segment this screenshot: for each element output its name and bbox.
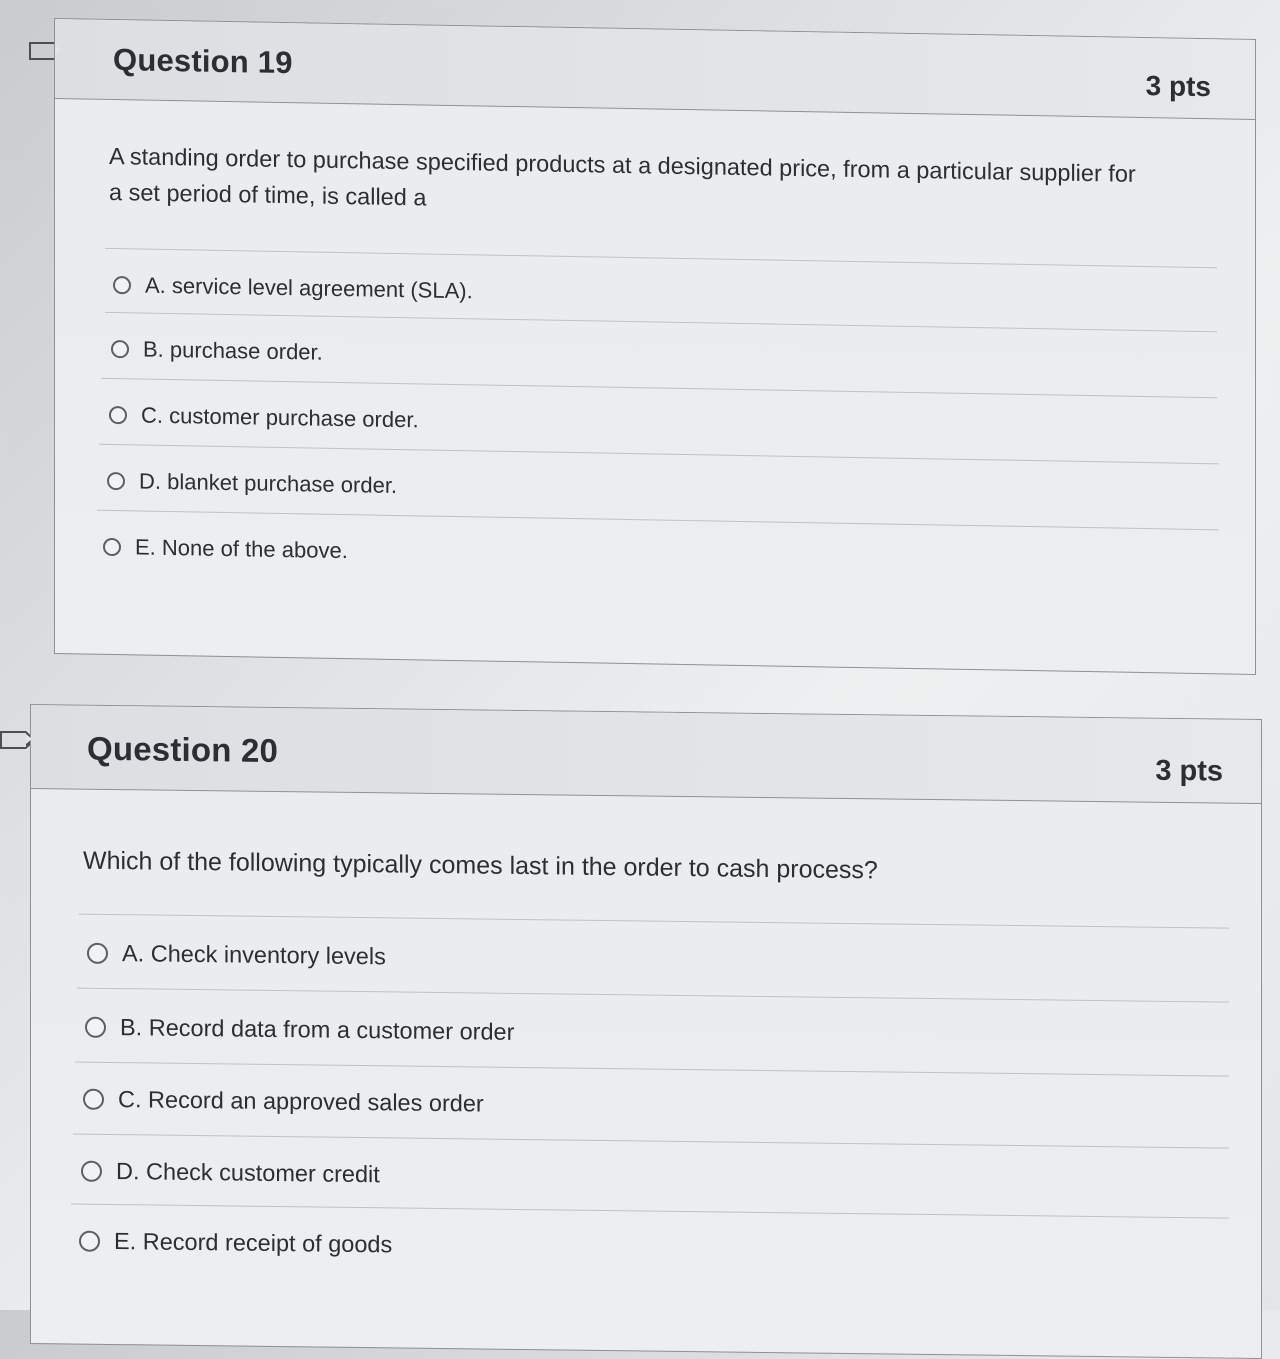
- answer-label: B. Record data from a customer order: [120, 1014, 515, 1045]
- answer-option-a[interactable]: [87, 940, 386, 971]
- radio-button[interactable]: [107, 472, 125, 490]
- answer-divider: [105, 248, 1217, 268]
- answer-option-c[interactable]: [83, 1086, 484, 1118]
- question-20-card: [30, 704, 1262, 1359]
- answer-label: B. purchase order.: [143, 336, 323, 365]
- question-header: [55, 19, 1255, 120]
- radio-button[interactable]: [83, 1089, 104, 1110]
- answer-label: A. service level agreement (SLA).: [145, 272, 473, 304]
- question-title: Question 19: [113, 42, 293, 81]
- answer-divider: [99, 444, 1219, 465]
- question-19-card: [54, 18, 1256, 675]
- radio-button[interactable]: [109, 406, 127, 424]
- answer-divider: [71, 1204, 1229, 1219]
- answer-divider: [75, 1062, 1229, 1077]
- question-points: 3 pts: [1155, 754, 1223, 788]
- radio-button[interactable]: [113, 276, 131, 294]
- answer-option-b[interactable]: [85, 1014, 514, 1046]
- answer-option-a[interactable]: [113, 272, 473, 304]
- answer-option-e[interactable]: [103, 534, 348, 564]
- radio-button[interactable]: [79, 1231, 100, 1252]
- radio-button[interactable]: [111, 340, 129, 358]
- radio-button[interactable]: [81, 1161, 102, 1182]
- answer-label: E. None of the above.: [135, 534, 348, 564]
- answer-divider: [79, 914, 1229, 929]
- answer-option-d[interactable]: [107, 468, 397, 499]
- radio-button[interactable]: [103, 538, 121, 556]
- answer-option-c[interactable]: [109, 402, 419, 433]
- answer-label: C. customer purchase order.: [141, 402, 419, 433]
- radio-button[interactable]: [87, 943, 108, 964]
- question-text: Which of the following typically comes last in the order to cash process?: [83, 846, 878, 885]
- question-points: 3 pts: [1145, 70, 1211, 103]
- answer-divider: [97, 510, 1219, 531]
- question-text: A standing order to purchase specified products at a designated price, from a particular supplier for a set period of time, is called a: [109, 142, 1136, 211]
- answer-label: E. Record receipt of goods: [114, 1228, 393, 1258]
- answer-option-b[interactable]: [111, 336, 323, 366]
- answer-divider: [105, 312, 1217, 332]
- answer-divider: [77, 988, 1229, 1003]
- answer-label: A. Check inventory levels: [122, 940, 386, 970]
- answer-divider: [73, 1134, 1229, 1149]
- answer-option-d[interactable]: [81, 1158, 380, 1189]
- question-title: Question 20: [87, 729, 279, 770]
- flag-question-icon[interactable]: [29, 42, 55, 60]
- radio-button[interactable]: [85, 1017, 106, 1038]
- answer-option-e[interactable]: [79, 1228, 392, 1259]
- answer-divider: [101, 378, 1217, 398]
- answer-label: D. Check customer credit: [116, 1158, 380, 1188]
- answer-label: C. Record an approved sales order: [118, 1086, 484, 1117]
- answer-label: D. blanket purchase order.: [139, 468, 398, 498]
- question-header: [31, 705, 1261, 804]
- flag-question-icon[interactable]: [0, 731, 26, 749]
